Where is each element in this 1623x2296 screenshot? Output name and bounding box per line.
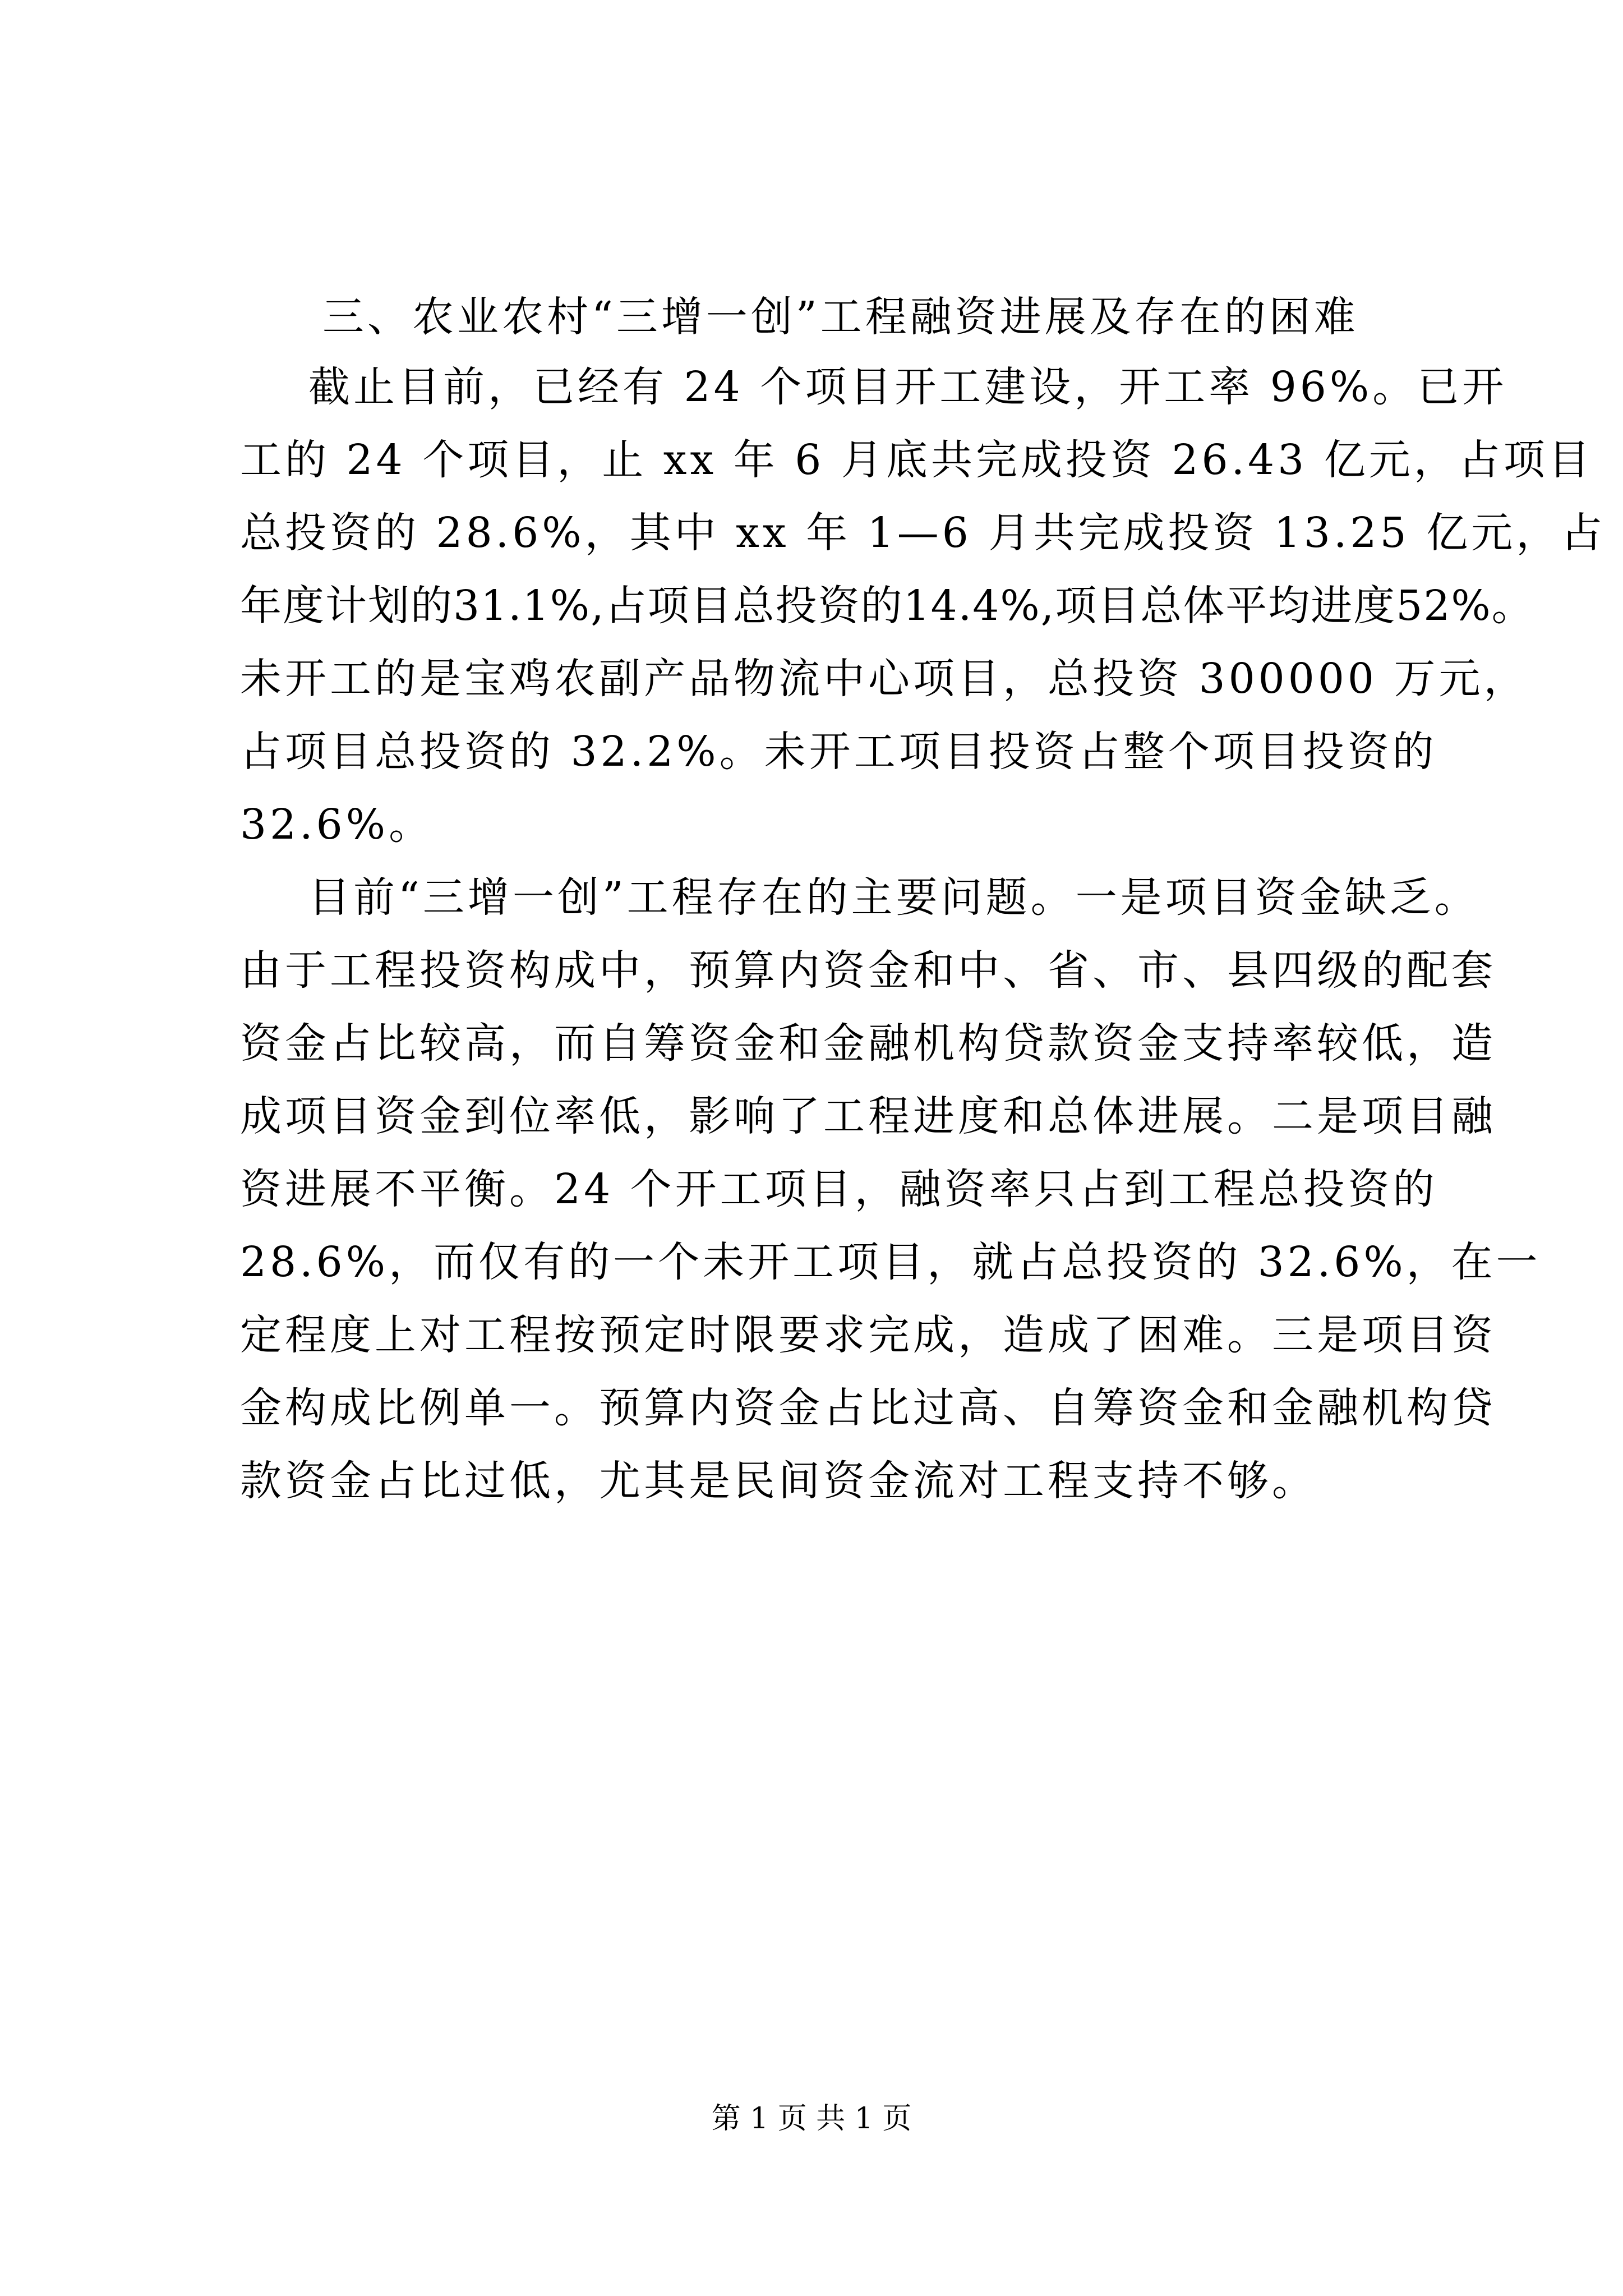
paragraph2-line-8: 金构成比例单一。预算内资金占比过高、自筹资金和金融机构贷 [240,1384,1496,1432]
page-footer: 第 1 页 共 1 页 [711,2102,912,2136]
paragraph2-line-9: 款资金占比过低，尤其是民间资金流对工程支持不够。 [240,1457,1317,1505]
paragraph1-line-2: 工的 24 个项目，止 xx 年 6 月底共完成投资 26.43 亿元，占项目 [240,436,1593,484]
paragraph2-line-3: 资金占比较高，而自筹资金和金融机构贷款资金支持率较低，造 [240,1019,1496,1068]
paragraph1-line-3: 总投资的 28.6%，其中 xx 年 1—6 月共完成投资 13.25 亿元，占 [240,509,1606,557]
paragraph1-line-4: 年度计划的31.1%,占项目总投资的14.4%,项目总体平均进度52%。 [240,582,1534,630]
paragraph2-line-7: 定程度上对工程按预定时限要求完成，造成了困难。三是项目资 [240,1311,1496,1359]
paragraph2-line-5: 资进展不平衡。24 个开工项目，融资率只占到工程总投资的 [240,1165,1438,1213]
paragraph2-line-6: 28.6%，而仅有的一个未开工项目，就占总投资的 32.6%，在一 [240,1238,1541,1286]
paragraph2-line-4: 成项目资金到位率低，影响了工程进度和总体进展。二是项目融 [240,1092,1496,1140]
paragraph1-line-6: 占项目总投资的 32.2%。未开工项目投资占整个项目投资的 [240,728,1437,776]
paragraph1-line-5: 未开工的是宝鸡农副产品物流中心项目，总投资 300000 万元， [240,655,1529,703]
paragraph2-line-1: 目前“三增一创”工程存在的主要问题。一是项目资金缺乏。 [308,873,1479,922]
section-heading: 三、农业农村“三增一创”工程融资进展及存在的困难 [322,293,1359,341]
paragraph2-line-2: 由于工程投资构成中，预算内资金和中、省、市、县四级的配套 [240,946,1496,995]
paragraph1-line-1: 截止目前，已经有 24 个项目开工建设，开工率 96%。已开 [308,363,1507,411]
paragraph1-line-7: 32.6%。 [240,800,434,849]
